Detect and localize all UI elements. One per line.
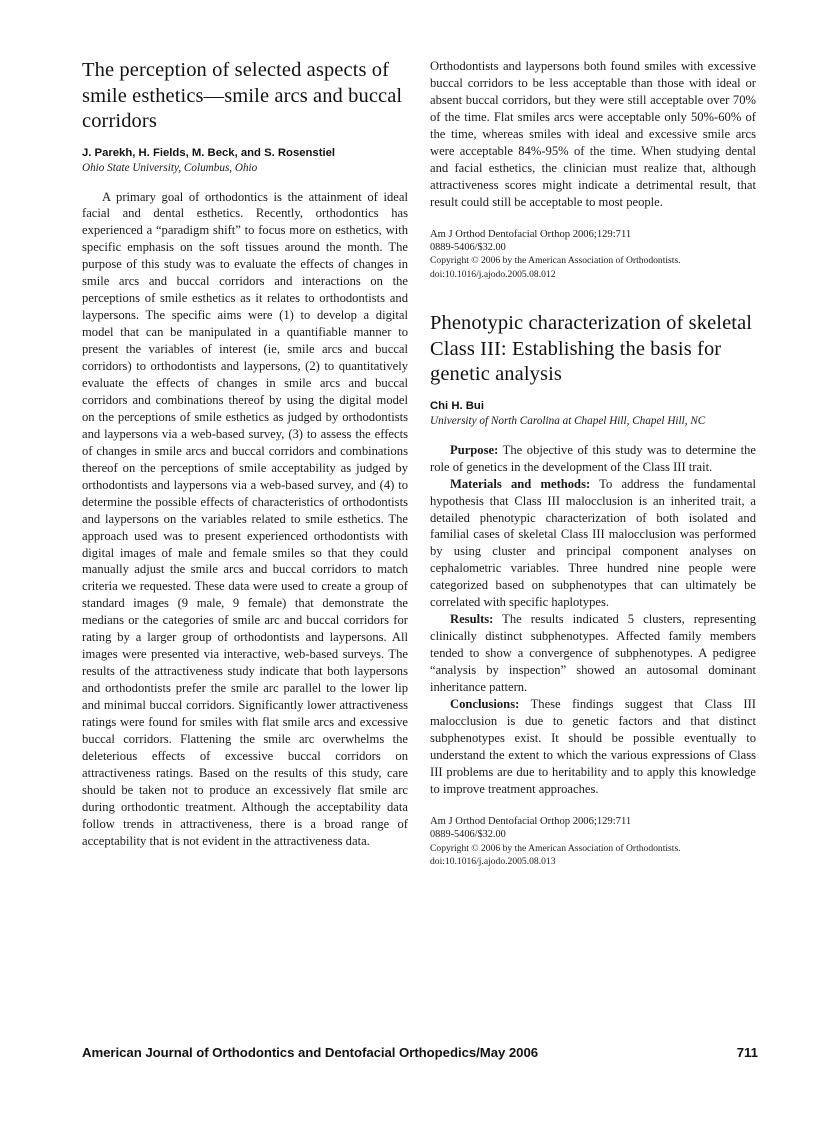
article-2-title: Phenotypic characterization of skeletal Class III: Establishing the basis for genetic analysis [430, 312, 753, 386]
section-body-purpose: The objective of this study was to determine the role of genetics in the development of the Class III trait. [430, 442, 756, 474]
section-spacer [430, 281, 756, 311]
article-1-citation-source: Am J Orthod Dentofacial Orthop 2006;129:711 [430, 228, 632, 240]
article-2-authors: Chi H. Bui [430, 399, 484, 412]
article-1-citation-doi: doi:10.1016/j.ajodo.2005.08.012 [430, 268, 556, 280]
section-body-materials-and-methods: To address the fundamental hypothesis that Class III malocclusion is an inherited trait, a detailed phenotypic characterization of both isolated and familial cases of skeletal Class III malocclusion was performed by using cluster and principal component analyses on cephalometric variables. Three hundred nine people were categorized based on subphenotypes that can ultimately be correlated with specific haplotypes. [430, 476, 757, 610]
section-heading-purpose: Purpose: [450, 442, 499, 457]
footer-page-number: 711 [736, 1045, 758, 1060]
article-2-citation-copyright: Copyright © 2006 by the American Association of Orthodontists. [430, 842, 681, 854]
page-footer [82, 1045, 758, 1060]
article-2-citation-doi: doi:10.1016/j.ajodo.2005.08.013 [430, 855, 556, 867]
footer-journal-name: American Journal of Orthodontics and Dentofacial Orthopedics/May 2006 [82, 1045, 539, 1060]
article-2-affiliation: University of North Carolina at Chapel Hill, Chapel Hill, NC [430, 414, 706, 427]
article-2-section-purpose [430, 442, 756, 476]
section-body-conclusions: These findings suggest that Class III malocclusion is due to genetic factors and that distinct subphenotypes exist. It should be possible eventually to understand the extent to which the various expressions of Class III problems are due to heritability and to apply this knowledge to improve treatment approaches. [430, 697, 756, 796]
article-1-citation-block [430, 228, 756, 282]
article-1-affiliation: Ohio State University, Columbus, Ohio [82, 161, 258, 174]
article-2-citation-source: Am J Orthod Dentofacial Orthop 2006;129:711 [430, 815, 632, 827]
section-heading-results: Results: [450, 612, 494, 627]
section-heading-conclusions: Conclusions: [450, 697, 520, 711]
section-body-results: The results indicated 5 clusters, representing clinically distinct subphenotypes. Affected family members tended to show a convergence of subphenotypes. A pedigree “analysis by inspection” showed an autosomal dominant inheritance pattern. [430, 612, 756, 695]
article-1-citation-issn: 0889-5406/$32.00 [430, 241, 506, 253]
article-2-section-conclusions [430, 696, 756, 798]
two-column-layout [82, 58, 756, 868]
article-1-citation-copyright: Copyright © 2006 by the American Association of Orthodontists. [430, 255, 681, 267]
article-2-citation-issn: 0889-5406/$32.00 [430, 829, 506, 841]
section-heading-materials-and-methods: Materials and methods: [450, 476, 591, 491]
right-column [430, 58, 756, 868]
article-2-section-materials-and-methods [430, 476, 756, 612]
article-2-citation-block [430, 815, 756, 869]
article-1-authors: J. Parekh, H. Fields, M. Beck, and S. Rosenstiel [82, 146, 336, 159]
article-2-section-results [430, 611, 756, 696]
left-column [82, 58, 408, 868]
article-1-abstract-part-2: Orthodontists and laypersons both found smiles with excessive buccal corridors to be less acceptable than those with ideal or absent buccal corridors, but they were still acceptable over 70% of the time. Flat smiles arcs were acceptable only 50%-60% of the time, whereas smiles with ideal and excessive smile arcs were acceptable 84%-95% of the time. When studying dental and facial esthetics, the clinician must realize that, although attractiveness scores might indicate a detrimental result, that result could still be acceptable to most people. [430, 59, 756, 209]
article-1-title: The perception of selected aspects of smile esthetics—smile arcs and buccal corridors [82, 59, 403, 132]
article-1-abstract-part-1: A primary goal of orthodontics is the attainment of ideal facial and dental esthetics. Recently, orthodontics has experienced a “paradigm shift” to focus more on esthetics, with specific emphasis on the soft tissues around the month. The purpose of this study was to evaluate the effects of changes in smile arcs and buccal corridors and interactions on the perceptions of smile esthetics as it relates to orthodontists and laypersons. The specific aims were (1) to develop a digital model that can be manipulated in a quantifiable manner to present the variables of interest (ie, smile arcs and buccal corridors) to orthodontists and laypersons, (2) to quantitatively evaluate the effects of changes in smile arcs and buccal corridors and combinations thereof by using the digital model on the perceptions of smile esthetics as judged by orthodontists and laypersons via a web-based survey, (3) to assess the effects of changes in smile arcs and buccal corridors and combinations thereof on the perceptions of smile acceptability as judged by orthodontists and laypersons via a web-based survey, and (4) to determine the possible effects of characteristics of orthodontists and laypersons on the variables related to smile esthetics. The approach used was to present experienced orthodontists with digital images of male and female smiles so that they could manually adjust the smile arcs and buccal corridors to match criteria we requested. These data were used to create a group of standard images (9 male, 9 female) that demonstrate the medians or the categories of smile arc and buccal corridors for rating by a larger group of orthodontists and laypersons. All images were presented via interactive, web-based surveys. The results of the attractiveness study indicate that both laypersons and orthodontists prefer the smile arc parallel to the lower lip and minimal buccal corridors. Significantly lower attractiveness ratings were found for smiles with flat smile arcs and excessive buccal corridors. Flattening the smile arc overwhelms the deleterious effects of excessive buccal corridors on attractiveness ratings. Based on the results of this study, care should be taken not to produce an excessively flat smile arc during orthodontic treatment. Although the acceptability data follow trends in attractiveness, there is a broad range of acceptability that is not evident in the attractiveness data. [82, 189, 408, 848]
